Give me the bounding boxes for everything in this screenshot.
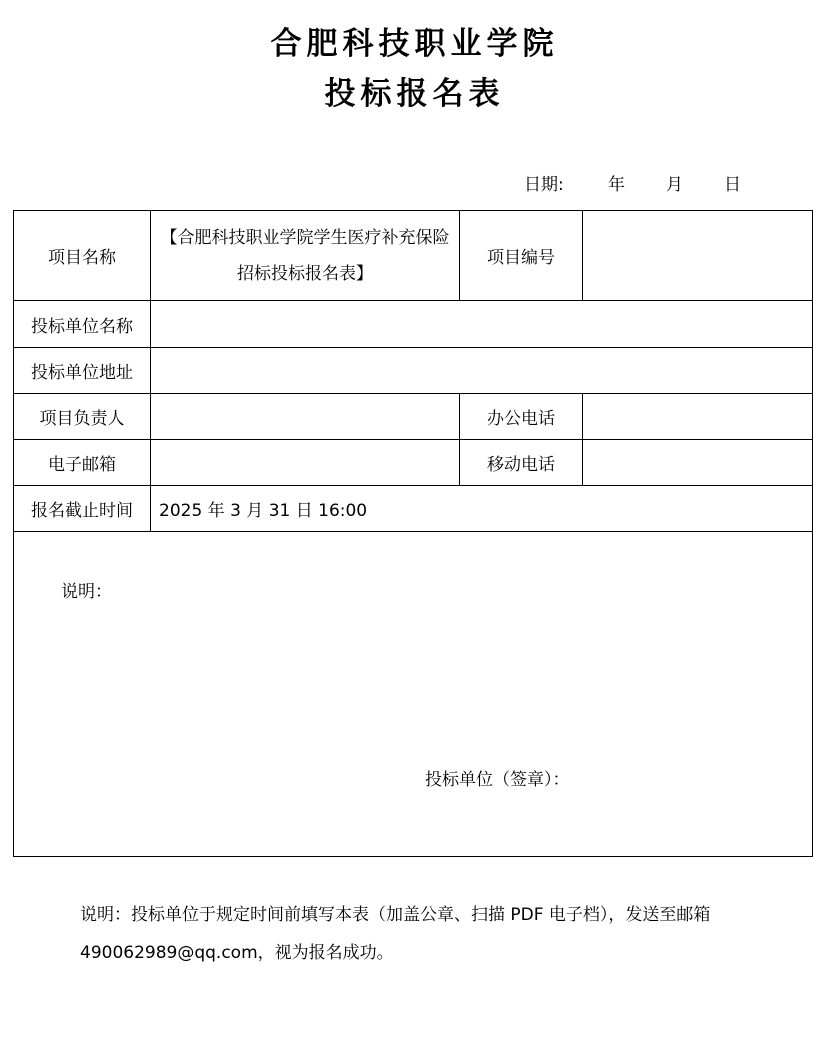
notes-area[interactable] bbox=[14, 532, 813, 857]
office-phone-label: 办公电话 bbox=[460, 394, 583, 440]
bidder-name-field[interactable] bbox=[151, 301, 813, 348]
office-phone-field[interactable] bbox=[583, 394, 813, 440]
table-row bbox=[14, 301, 813, 348]
page-title: 合肥科技职业学院 bbox=[270, 26, 559, 62]
table-row bbox=[14, 440, 813, 486]
bidder-address-field[interactable] bbox=[151, 348, 813, 394]
table-row bbox=[14, 532, 813, 857]
notes-label: 说明： bbox=[61, 582, 112, 602]
date-label: 日期: bbox=[524, 175, 564, 195]
project-number-label: 项目编号 bbox=[460, 211, 583, 301]
table-row bbox=[14, 486, 813, 532]
registration-form-table bbox=[13, 210, 813, 857]
bidder-address-label: 投标单位地址 bbox=[14, 348, 151, 394]
deadline-label: 报名截止时间 bbox=[14, 486, 151, 532]
project-number-field[interactable] bbox=[583, 211, 813, 301]
project-name-label: 项目名称 bbox=[14, 211, 151, 301]
bidder-name-label: 投标单位名称 bbox=[14, 301, 151, 348]
date-year-label: 年 bbox=[608, 175, 625, 195]
project-leader-label: 项目负责人 bbox=[14, 394, 151, 440]
date-month-label: 月 bbox=[666, 175, 683, 195]
table-row bbox=[14, 394, 813, 440]
page-subtitle: 投标报名表 bbox=[324, 76, 505, 112]
email-field[interactable] bbox=[151, 440, 460, 486]
table-row bbox=[14, 211, 813, 301]
email-label: 电子邮箱 bbox=[14, 440, 151, 486]
project-leader-field[interactable] bbox=[151, 394, 460, 440]
table-row bbox=[14, 348, 813, 394]
mobile-phone-label: 移动电话 bbox=[460, 440, 583, 486]
signature-label: 投标单位（签章）： bbox=[425, 770, 570, 790]
date-line bbox=[524, 170, 741, 195]
mobile-phone-field[interactable] bbox=[583, 440, 813, 486]
deadline-value: 2025 年 3 月 31 日 16:00 bbox=[151, 486, 813, 532]
footer-note: 说明：投标单位于规定时间前填写本表（加盖公章、扫描 PDF 电子档），发送至邮箱 490062989@qq.com，视为报名成功。 bbox=[80, 905, 711, 963]
date-day-label: 日 bbox=[724, 175, 741, 195]
project-name-value[interactable]: 【合肥科技职业学院学生医疗补充保险招标投标报名表】 bbox=[151, 211, 460, 301]
